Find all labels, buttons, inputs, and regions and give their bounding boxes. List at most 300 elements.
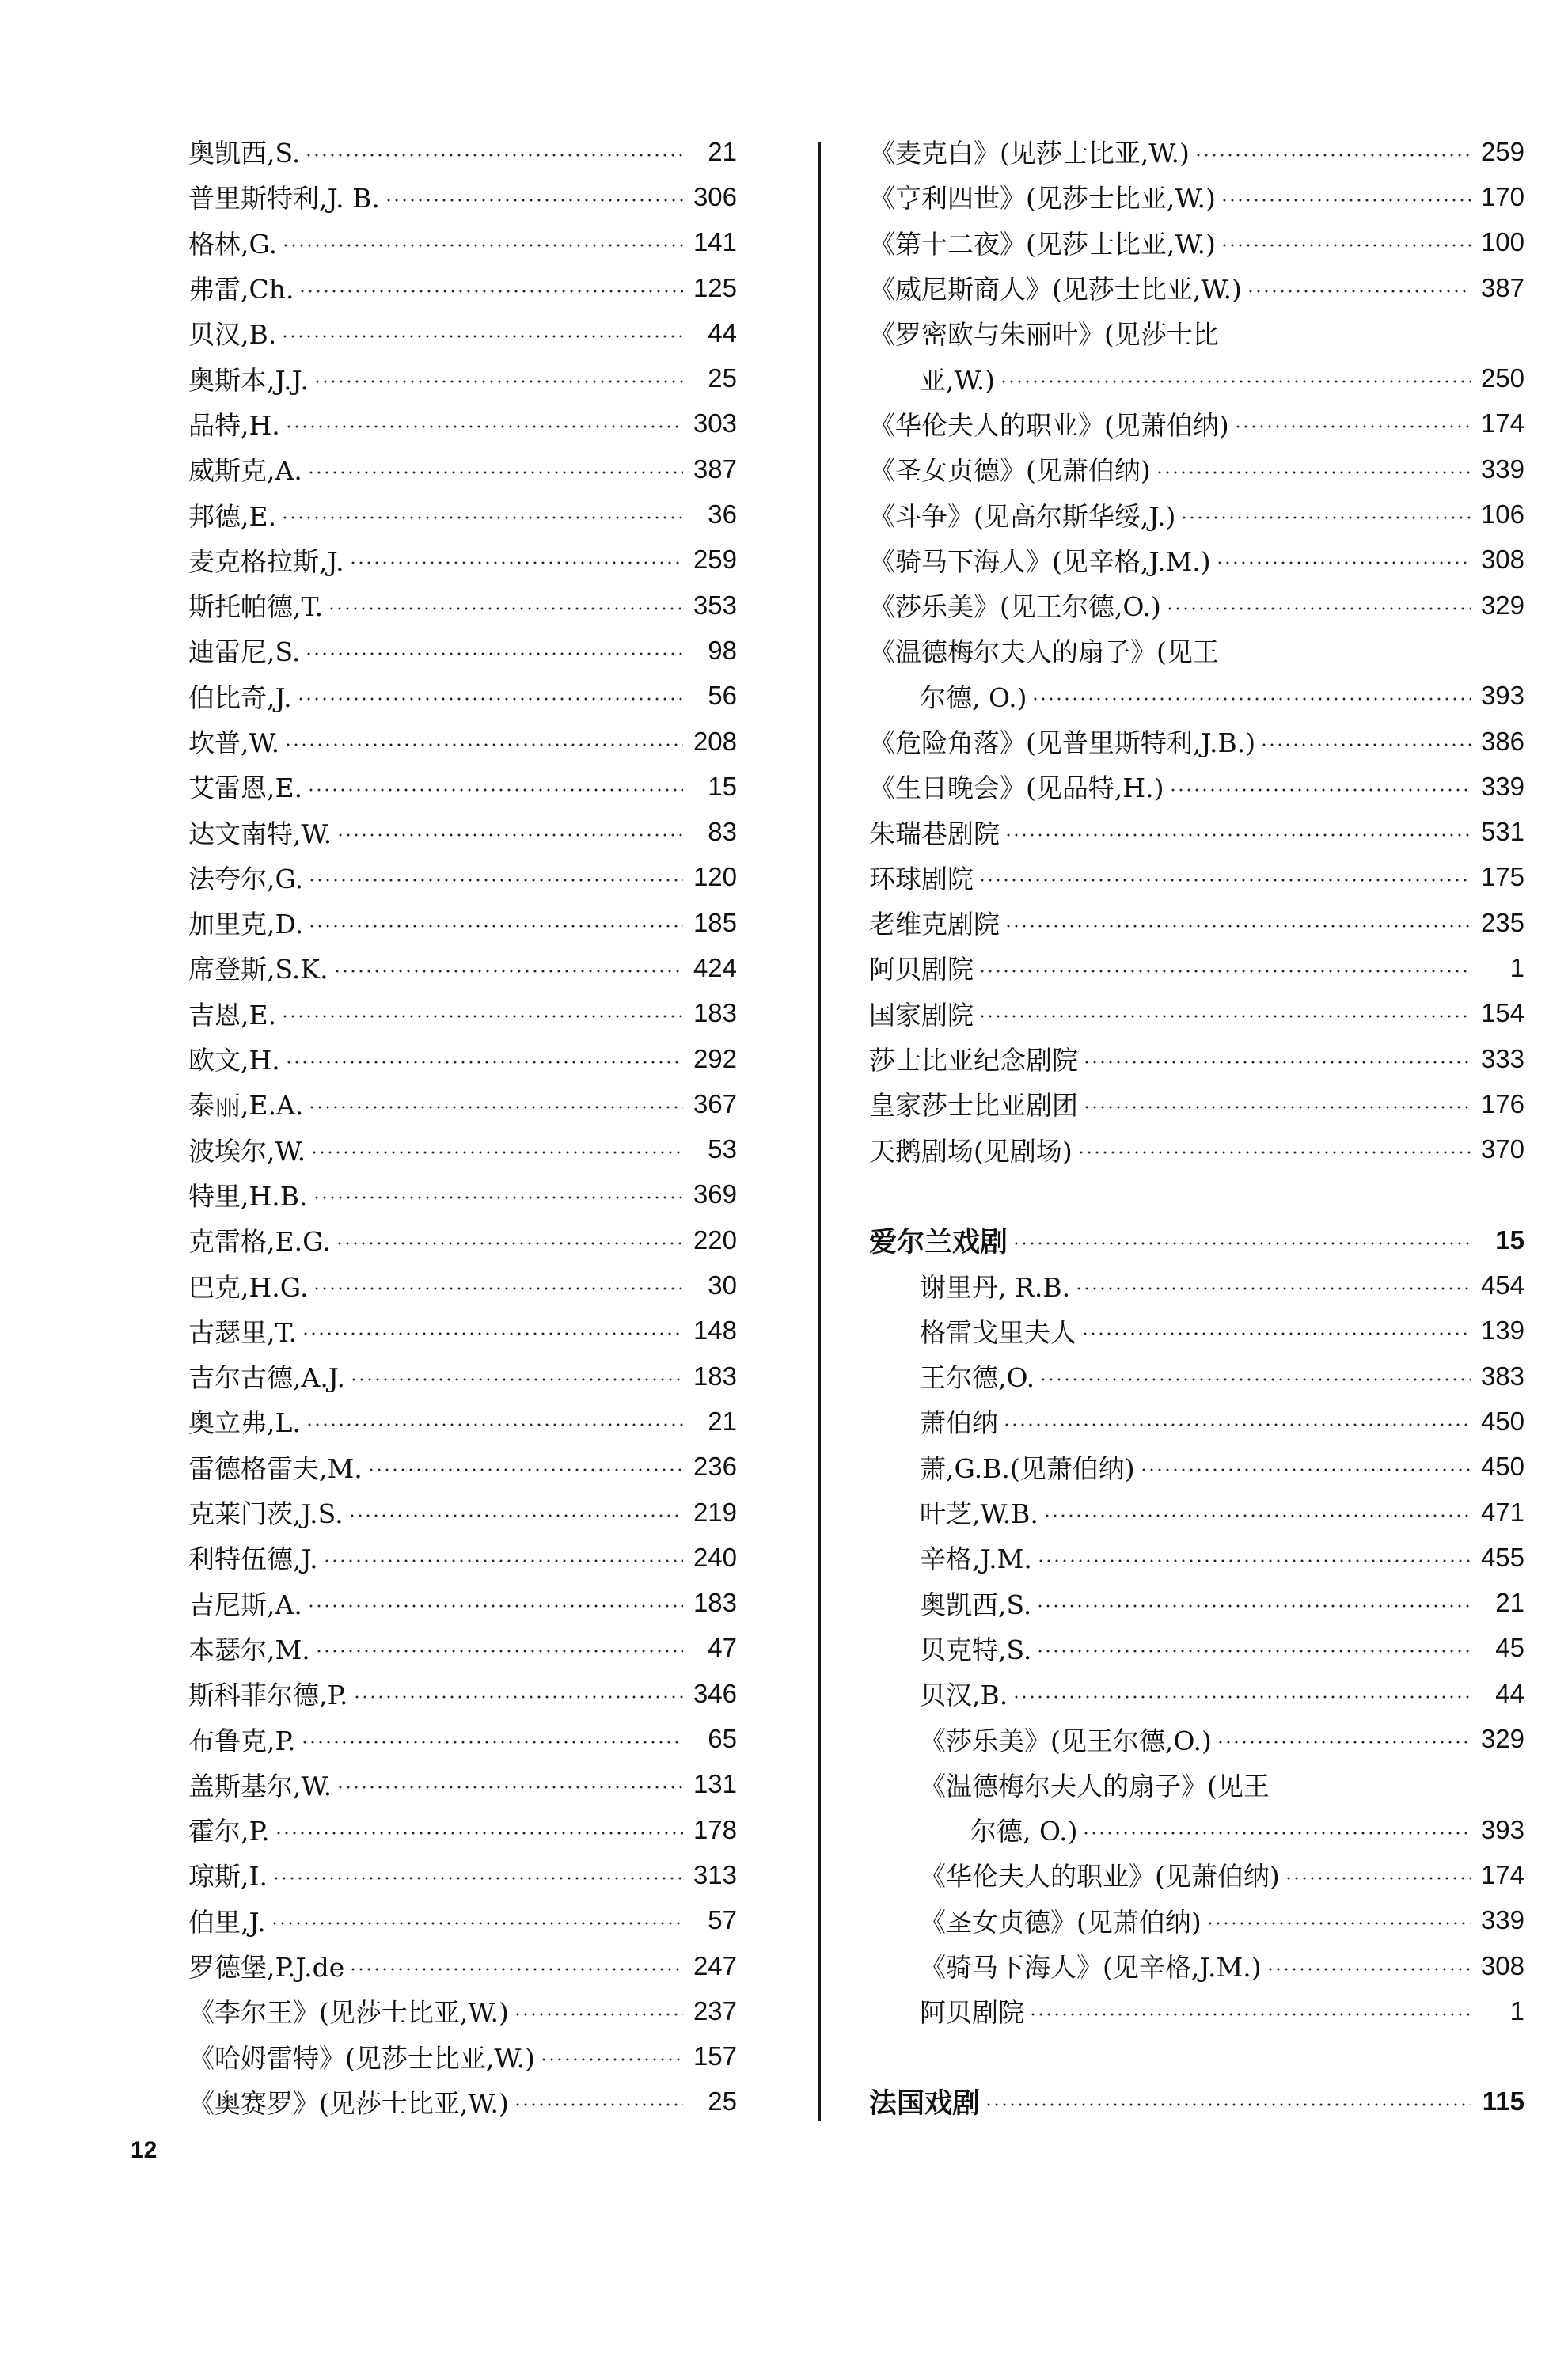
entry-label: 《危险角落》(见普里斯特利,J.B.) (869, 727, 1256, 758)
entry-page-number: 369 (693, 1179, 737, 1209)
index-entry (188, 1807, 737, 1852)
dot-leader (1031, 697, 1471, 701)
index-entry (869, 265, 1524, 310)
index-entry (188, 537, 737, 583)
entry-page-number: 30 (708, 1270, 737, 1300)
entry-label: 琼斯,I. (188, 1861, 268, 1893)
dot-leader (305, 154, 683, 157)
entry-page-number: 370 (1480, 1134, 1524, 1164)
entry-page-number: 386 (1480, 726, 1524, 756)
entry-label: 利特伍德,J. (188, 1543, 318, 1575)
dot-leader (297, 697, 683, 701)
dot-leader (1234, 425, 1471, 428)
entry-page-number: 353 (693, 590, 737, 620)
entry-page-number: 44 (708, 317, 737, 347)
dot-leader (308, 1106, 683, 1109)
entry-page-number: 53 (708, 1134, 737, 1164)
entry-page-number: 471 (1480, 1497, 1524, 1527)
entry-page-number: 329 (1480, 590, 1524, 620)
entry-page-number: 141 (693, 227, 737, 257)
dot-leader (1037, 1559, 1471, 1562)
entry-label: 奥斯本,J.J. (188, 364, 309, 396)
dot-leader (336, 1242, 683, 1245)
dot-leader (349, 561, 683, 564)
dot-leader (305, 652, 683, 655)
entry-label: 格林,G. (188, 228, 278, 260)
entry-label: 麦克格拉斯,J. (188, 545, 344, 577)
entry-label: 弗雷,Ch. (188, 274, 294, 306)
entry-label: 亚,W.) (920, 364, 996, 396)
index-entry (869, 1581, 1524, 1626)
dot-leader (1036, 1650, 1471, 1653)
dot-leader (1036, 1604, 1471, 1608)
dot-leader (282, 244, 683, 247)
index-entry (188, 1490, 737, 1535)
entry-label: 贝克特,S. (920, 1634, 1032, 1665)
entry-label: 尔德, O.) (920, 682, 1027, 713)
entry-label: 《亨利四世》(见莎士比亚,W.) (869, 183, 1216, 215)
entry-page-number: 154 (1480, 998, 1524, 1028)
index-entry (869, 310, 1524, 355)
entry-page-number: 235 (1480, 907, 1524, 937)
index-entry (869, 900, 1524, 945)
entry-label: 吉恩,E. (188, 999, 277, 1031)
dot-leader (1221, 244, 1471, 247)
dot-leader (1180, 516, 1471, 519)
dot-leader (285, 1061, 683, 1064)
dot-leader (1077, 1151, 1471, 1154)
entry-page-number: 292 (693, 1043, 737, 1073)
entry-page-number: 393 (1480, 681, 1524, 711)
dot-leader (323, 1559, 683, 1562)
entry-page-number: 383 (1480, 1361, 1524, 1391)
entry-page-number: 450 (1480, 1452, 1524, 1482)
index-entry (188, 265, 737, 310)
entry-label: 邦德,E. (188, 500, 277, 532)
entry-label: 王尔德,O. (920, 1362, 1035, 1394)
dot-leader (313, 1196, 684, 1199)
entry-page-number: 56 (708, 681, 737, 711)
entry-label: 《奥赛罗》(见莎士比亚,W.) (188, 2087, 509, 2119)
dot-leader (1166, 607, 1471, 610)
entry-label: 品特,H. (188, 409, 280, 441)
dot-leader (336, 1786, 683, 1789)
entry-label: 雷德格雷夫,M. (188, 1452, 363, 1484)
dot-leader (978, 879, 1471, 882)
entry-label: 巴克,H.G. (188, 1271, 309, 1303)
index-entry (869, 1490, 1524, 1535)
dot-leader (275, 1832, 684, 1835)
dot-leader (313, 380, 683, 383)
index-section-heading (869, 1217, 1524, 1262)
dot-leader (308, 925, 683, 928)
entry-page-number: 183 (693, 998, 737, 1028)
entry-label: 《李尔王》(见莎士比亚,W.) (188, 1997, 509, 2029)
entry-page-number: 454 (1480, 1270, 1524, 1300)
dot-leader (298, 290, 683, 293)
column-divider (818, 142, 821, 2121)
dot-leader (1081, 1332, 1471, 1335)
entry-label: 本瑟尔,M. (188, 1634, 310, 1665)
entry-page-number: 25 (708, 363, 737, 393)
index-entry (869, 492, 1524, 537)
entry-label: 古瑟里,T. (188, 1316, 298, 1348)
entry-page-number: 21 (1495, 1588, 1524, 1618)
spacer (869, 1172, 1524, 1217)
index-entry (188, 1535, 737, 1580)
index-entry (188, 401, 737, 446)
index-entry (188, 1217, 737, 1262)
entry-label: 席登斯,S.K. (188, 954, 328, 985)
entry-page-number: 47 (708, 1633, 737, 1663)
index-entry (188, 1581, 737, 1626)
entry-page-number: 25 (708, 2086, 737, 2117)
index-entry (188, 1354, 737, 1399)
entry-label: 格雷戈里夫人 (920, 1316, 1076, 1348)
dot-leader (985, 2103, 1471, 2106)
entry-label: 《哈姆雷特》(见莎士比亚,W.) (188, 2042, 535, 2074)
index-entry (869, 1943, 1524, 1988)
dot-leader (540, 2058, 683, 2061)
entry-label: 法夸尔,G. (188, 863, 304, 894)
index-entry (188, 1308, 737, 1354)
index-entry (869, 1445, 1524, 1490)
entry-label: 《莎乐美》(见王尔德,O.) (869, 591, 1161, 623)
entry-page-number: 15 (708, 771, 737, 801)
entry-label: 特里,H.B. (188, 1180, 308, 1212)
entry-label: 天鹅剧场(见剧场) (869, 1135, 1073, 1167)
entry-page-number: 125 (693, 272, 737, 302)
entry-label: 法国戏剧 (869, 2087, 981, 2120)
index-entry (869, 1036, 1524, 1081)
dot-leader (1029, 2013, 1471, 2016)
entry-page-number: 178 (693, 1814, 737, 1844)
index-entry (869, 1127, 1524, 1172)
entry-page-number: 259 (1480, 136, 1524, 166)
entry-page-number: 106 (1480, 499, 1524, 530)
index-entry (188, 446, 737, 492)
dot-leader (1075, 1287, 1471, 1290)
dot-leader (281, 1015, 683, 1018)
dot-leader (1012, 1242, 1471, 1245)
index-entry (869, 628, 1524, 673)
index-entry (869, 1898, 1524, 1943)
entry-page-number: 175 (1480, 862, 1524, 892)
entry-label: 《第十二夜》(见莎士比亚,W.) (869, 228, 1216, 260)
entry-page-number: 306 (693, 181, 737, 211)
entry-page-number: 183 (693, 1361, 737, 1391)
dot-leader (1039, 1378, 1471, 1381)
index-entry (869, 1762, 1524, 1807)
index-entry (188, 1988, 737, 2033)
dot-leader (1012, 1695, 1471, 1699)
entry-page-number: 174 (1480, 408, 1524, 439)
index-entry (188, 674, 737, 719)
spacer (869, 2033, 1524, 2079)
entry-label: 环球剧院 (869, 863, 974, 894)
dot-leader (1043, 1514, 1471, 1517)
entry-label: 艾雷恩,E. (188, 773, 303, 804)
entry-page-number: 1 (1509, 952, 1524, 982)
dot-leader (333, 970, 683, 973)
index-entry (869, 1308, 1524, 1354)
dot-leader (1194, 154, 1471, 157)
entry-page-number: 303 (693, 408, 737, 439)
dot-leader (1004, 925, 1471, 928)
index-entry (869, 1716, 1524, 1761)
entry-label: 盖斯基尔,W. (188, 1770, 332, 1802)
dot-leader (1221, 199, 1471, 202)
entry-page-number: 170 (1480, 181, 1524, 211)
dot-leader (1206, 1922, 1471, 1925)
entry-page-number: 455 (1480, 1542, 1524, 1572)
dot-leader (315, 1650, 683, 1653)
index-entry (869, 991, 1524, 1036)
index-entry (188, 129, 737, 174)
entry-page-number: 308 (1480, 545, 1524, 575)
entry-label: 朱瑞巷剧院 (869, 818, 1000, 849)
index-entry (869, 446, 1524, 492)
entry-label: 霍尔,P. (188, 1816, 270, 1847)
entry-label: 欧文,H. (188, 1045, 280, 1076)
entry-label: 吉尔古德,A.J. (188, 1362, 345, 1394)
entry-label: 《骑马下海人》(见辛格,J.M.) (920, 1952, 1262, 1984)
entry-label: 《圣女贞德》(见萧伯纳) (869, 455, 1151, 487)
entry-label: 老维克剧院 (869, 909, 1000, 940)
entry-label: 萧伯纳 (920, 1407, 998, 1439)
entry-label: 达文南特,W. (188, 818, 332, 849)
entry-page-number: 424 (693, 952, 737, 982)
entry-page-number: 174 (1480, 1859, 1524, 1889)
entry-page-number: 346 (693, 1678, 737, 1708)
entry-page-number: 329 (1480, 1724, 1524, 1754)
entry-label: 《圣女贞德》(见萧伯纳) (920, 1906, 1202, 1938)
dot-leader (1140, 1468, 1471, 1471)
dot-leader (348, 1514, 683, 1517)
entry-page-number: 219 (693, 1497, 737, 1527)
index-entry (188, 2079, 737, 2124)
entry-label: 《温德梅尔夫人的扇子》(见王 (920, 1770, 1270, 1802)
dot-leader (367, 1468, 683, 1471)
index-entry (869, 355, 1524, 401)
dot-leader (1000, 380, 1471, 383)
entry-label: 贝汉,B. (920, 1680, 1008, 1711)
index-entry (188, 1626, 737, 1671)
index-entry (869, 1354, 1524, 1399)
entry-page-number: 44 (1495, 1678, 1524, 1708)
index-column-right (869, 129, 1524, 2124)
entry-page-number: 21 (708, 136, 737, 166)
index-entry (188, 991, 737, 1036)
index-entry (869, 1399, 1524, 1444)
index-entry (188, 1716, 737, 1761)
entry-page-number: 98 (708, 635, 737, 665)
index-entry (869, 1671, 1524, 1716)
index-entry (188, 220, 737, 265)
entry-page-number: 36 (708, 499, 737, 530)
index-entry (188, 719, 737, 764)
index-entry (188, 809, 737, 854)
index-entry (188, 1898, 737, 1943)
entry-label: 奥立弗,L. (188, 1407, 301, 1439)
entry-label: 斯托帕德,T. (188, 591, 324, 623)
index-entry (188, 583, 737, 628)
entry-label: 吉尼斯,A. (188, 1589, 302, 1620)
entry-page-number: 148 (693, 1316, 737, 1346)
entry-page-number: 83 (708, 817, 737, 847)
dot-leader (336, 833, 683, 837)
dot-leader (514, 2103, 683, 2106)
index-entry (869, 809, 1524, 854)
dot-leader (514, 2013, 683, 2016)
entry-page-number: 450 (1480, 1406, 1524, 1436)
entry-page-number: 339 (1480, 1905, 1524, 1935)
entry-label: 普里斯特利,J. B. (188, 183, 380, 215)
dot-leader (1285, 1877, 1471, 1880)
entry-page-number: 21 (708, 1406, 737, 1436)
entry-page-number: 1 (1509, 1995, 1524, 2026)
index-entry (869, 1807, 1524, 1852)
entry-page-number: 387 (693, 454, 737, 484)
dot-leader (1260, 743, 1471, 746)
entry-label: 斯科菲尔德,P. (188, 1680, 348, 1711)
entry-page-number: 531 (1480, 817, 1524, 847)
entry-page-number: 236 (693, 1452, 737, 1482)
index-entry (869, 855, 1524, 900)
entry-label: 伯里,J. (188, 1906, 266, 1938)
entry-page-number: 100 (1480, 227, 1524, 257)
index-entry (869, 1852, 1524, 1897)
entry-page-number: 176 (1480, 1088, 1524, 1118)
entry-label: 《罗密欧与朱丽叶》(见莎士比 (869, 319, 1219, 351)
index-entry (869, 401, 1524, 446)
dot-leader (328, 607, 683, 610)
dot-leader (1004, 833, 1471, 837)
dot-leader (978, 970, 1471, 973)
entry-label: 叶芝,W.B. (920, 1498, 1038, 1530)
dot-leader (307, 1604, 683, 1608)
entry-page-number: 131 (693, 1769, 737, 1799)
dot-leader (302, 1332, 683, 1335)
index-entry (188, 492, 737, 537)
index-entry (869, 945, 1524, 990)
dot-leader (284, 743, 683, 746)
entry-label: 《生日晚会》(见品特,H.) (869, 773, 1164, 804)
index-entry (869, 129, 1524, 174)
entry-label: 奥凯西,S. (188, 138, 301, 169)
entry-page-number: 157 (693, 2041, 737, 2071)
index-entry (188, 900, 737, 945)
index-entry (869, 1988, 1524, 2033)
index-entry (869, 1081, 1524, 1126)
index-entry (188, 1262, 737, 1308)
dot-leader (350, 1378, 683, 1381)
entry-page-number: 247 (693, 1950, 737, 1980)
dot-leader (385, 199, 683, 202)
dot-leader (307, 471, 683, 474)
entry-page-number: 65 (708, 1724, 737, 1754)
entry-page-number: 367 (693, 1088, 737, 1118)
index-entry (188, 174, 737, 219)
index-entry (188, 1943, 737, 1988)
entry-label: 莎士比亚纪念剧院 (869, 1045, 1078, 1076)
index-column-left (188, 129, 737, 2124)
dot-leader (301, 1741, 684, 1744)
entry-page-number: 139 (1480, 1316, 1524, 1346)
dot-leader (1266, 1968, 1471, 1971)
dot-leader (978, 1015, 1471, 1018)
entry-page-number: 393 (1480, 1814, 1524, 1844)
index-entry (869, 537, 1524, 583)
entry-label: 克莱门茨,J.S. (188, 1498, 344, 1530)
dot-leader (306, 1423, 683, 1426)
index-entry (869, 674, 1524, 719)
entry-page-number: 237 (693, 1995, 737, 2026)
index-entry (188, 310, 737, 355)
entry-label: 加里克,D. (188, 909, 304, 940)
index-entry (188, 2033, 737, 2079)
entry-label: 《华伦夫人的职业》(见萧伯纳) (869, 409, 1229, 441)
dot-leader (1156, 471, 1471, 474)
entry-page-number: 250 (1480, 363, 1524, 393)
entry-label: 克雷格,E.G. (188, 1226, 331, 1258)
dot-leader (271, 1922, 683, 1925)
dot-leader (313, 1287, 683, 1290)
entry-label: 皇家莎士比亚剧团 (869, 1090, 1078, 1122)
index-entry (188, 1081, 737, 1126)
index-entry (188, 1399, 737, 1444)
index-entry (869, 1535, 1524, 1580)
entry-label: 布鲁克,P. (188, 1725, 296, 1756)
index-entry (188, 1445, 737, 1490)
dot-leader (310, 1151, 683, 1154)
entry-label: 《莎乐美》(见王尔德,O.) (920, 1725, 1212, 1756)
entry-label: 坎普,W. (188, 727, 280, 758)
entry-page-number: 208 (693, 726, 737, 756)
entry-label: 《华伦夫人的职业》(见萧伯纳) (920, 1861, 1280, 1893)
entry-label: 爱尔兰戏剧 (869, 1225, 1008, 1259)
dot-leader (1169, 788, 1471, 792)
index-entry (188, 1172, 737, 1217)
entry-label: 萧,G.B.(见萧伯纳) (920, 1452, 1135, 1484)
entry-page-number: 308 (1480, 1950, 1524, 1980)
dot-leader (272, 1877, 683, 1880)
entry-page-number: 333 (1480, 1043, 1524, 1073)
entry-page-number: 115 (1482, 2086, 1524, 2117)
entry-label: 阿贝剧院 (869, 954, 974, 985)
entry-page-number: 45 (1495, 1633, 1524, 1663)
index-entry (188, 764, 737, 809)
dot-leader (281, 516, 683, 519)
entry-page-number: 15 (1495, 1224, 1524, 1255)
index-entry (188, 628, 737, 673)
entry-page-number: 185 (693, 907, 737, 937)
entry-label: 《麦克白》(见莎士比亚,W.) (869, 138, 1190, 169)
entry-label: 阿贝剧院 (920, 1997, 1024, 2029)
index-entry (188, 1671, 737, 1716)
index-entry (869, 1626, 1524, 1671)
entry-page-number: 259 (693, 545, 737, 575)
dot-leader (1217, 1741, 1471, 1744)
entry-page-number: 120 (693, 862, 737, 892)
entry-page-number: 240 (693, 1542, 737, 1572)
dot-leader (1247, 290, 1471, 293)
entry-page-number: 220 (693, 1224, 737, 1255)
entry-page-number: 339 (1480, 454, 1524, 484)
entry-label: 伯比奇,J. (188, 682, 292, 713)
entry-label: 《威尼斯商人》(见莎士比亚,W.) (869, 274, 1242, 306)
dot-leader (1082, 1832, 1471, 1835)
